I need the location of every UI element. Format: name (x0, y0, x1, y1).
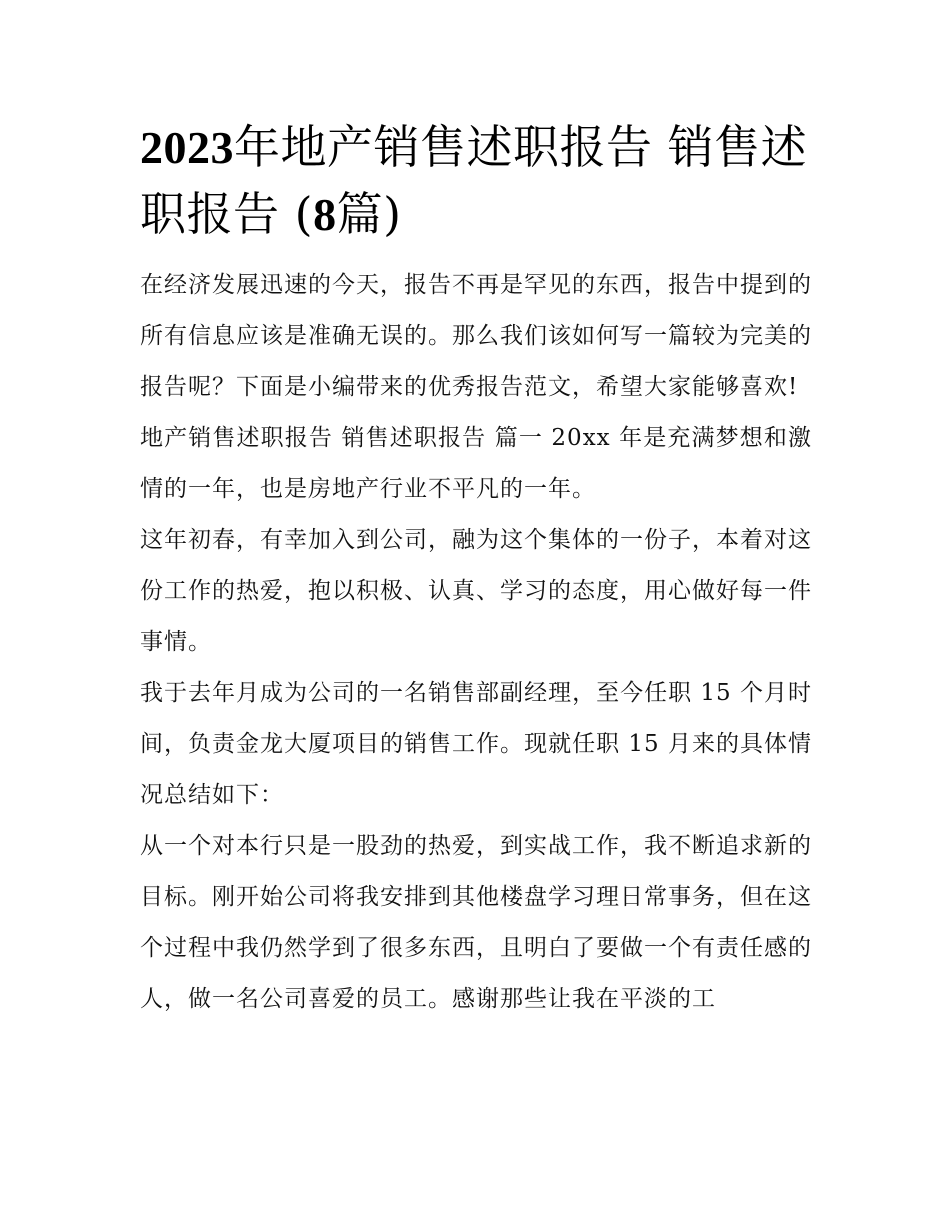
paragraph-joining: 这年初春，有幸加入到公司，融为这个集体的一份子，本着对这份工作的热爱，抱以积极、认真、学习的态度，用心做好每一件事情。 (140, 527, 812, 655)
paragraph-intro: 在经济发展迅速的今天，报告不再是罕见的东西，报告中提到的所有信息应该是准确无误的。那么我们该如何写一篇较为完美的报告呢？下面是小编带来的优秀报告范文，希望大家能够喜欢! (140, 272, 812, 400)
title-text-part2: 篇) (336, 187, 402, 241)
paragraph-position: 我于去年月成为公司的一名销售部副经理，至今任职 15 个月时间，负责金龙大厦项目的销售工作。现就任职 15 月来的具体情况总结如下： (140, 680, 812, 808)
title-count: 8 (313, 189, 337, 240)
document-title (140, 114, 812, 248)
paragraph-growth: 从一个对本行只是一股劲的热爱，到实战工作，我不断追求新的目标。刚开始公司将我安排到其他楼盘学习理日常事务，但在这个过程中我仍然学到了很多东西，且明白了要做一个有责任感的人，做一名公司喜爱的员工。感谢那些让我在平淡的工 (140, 833, 812, 1012)
paragraph-chapter-one: 地产销售述职报告 销售述职报告 篇一 20xx 年是充满梦想和激情的一年，也是房地产行业不平凡的一年。 (140, 425, 812, 502)
title-text-part1: 年地产销售述职报告 销售述职报告 ( (140, 120, 808, 241)
title-spacer (140, 248, 812, 260)
document-page (140, 114, 812, 1025)
title-year: 2023 (140, 122, 234, 173)
